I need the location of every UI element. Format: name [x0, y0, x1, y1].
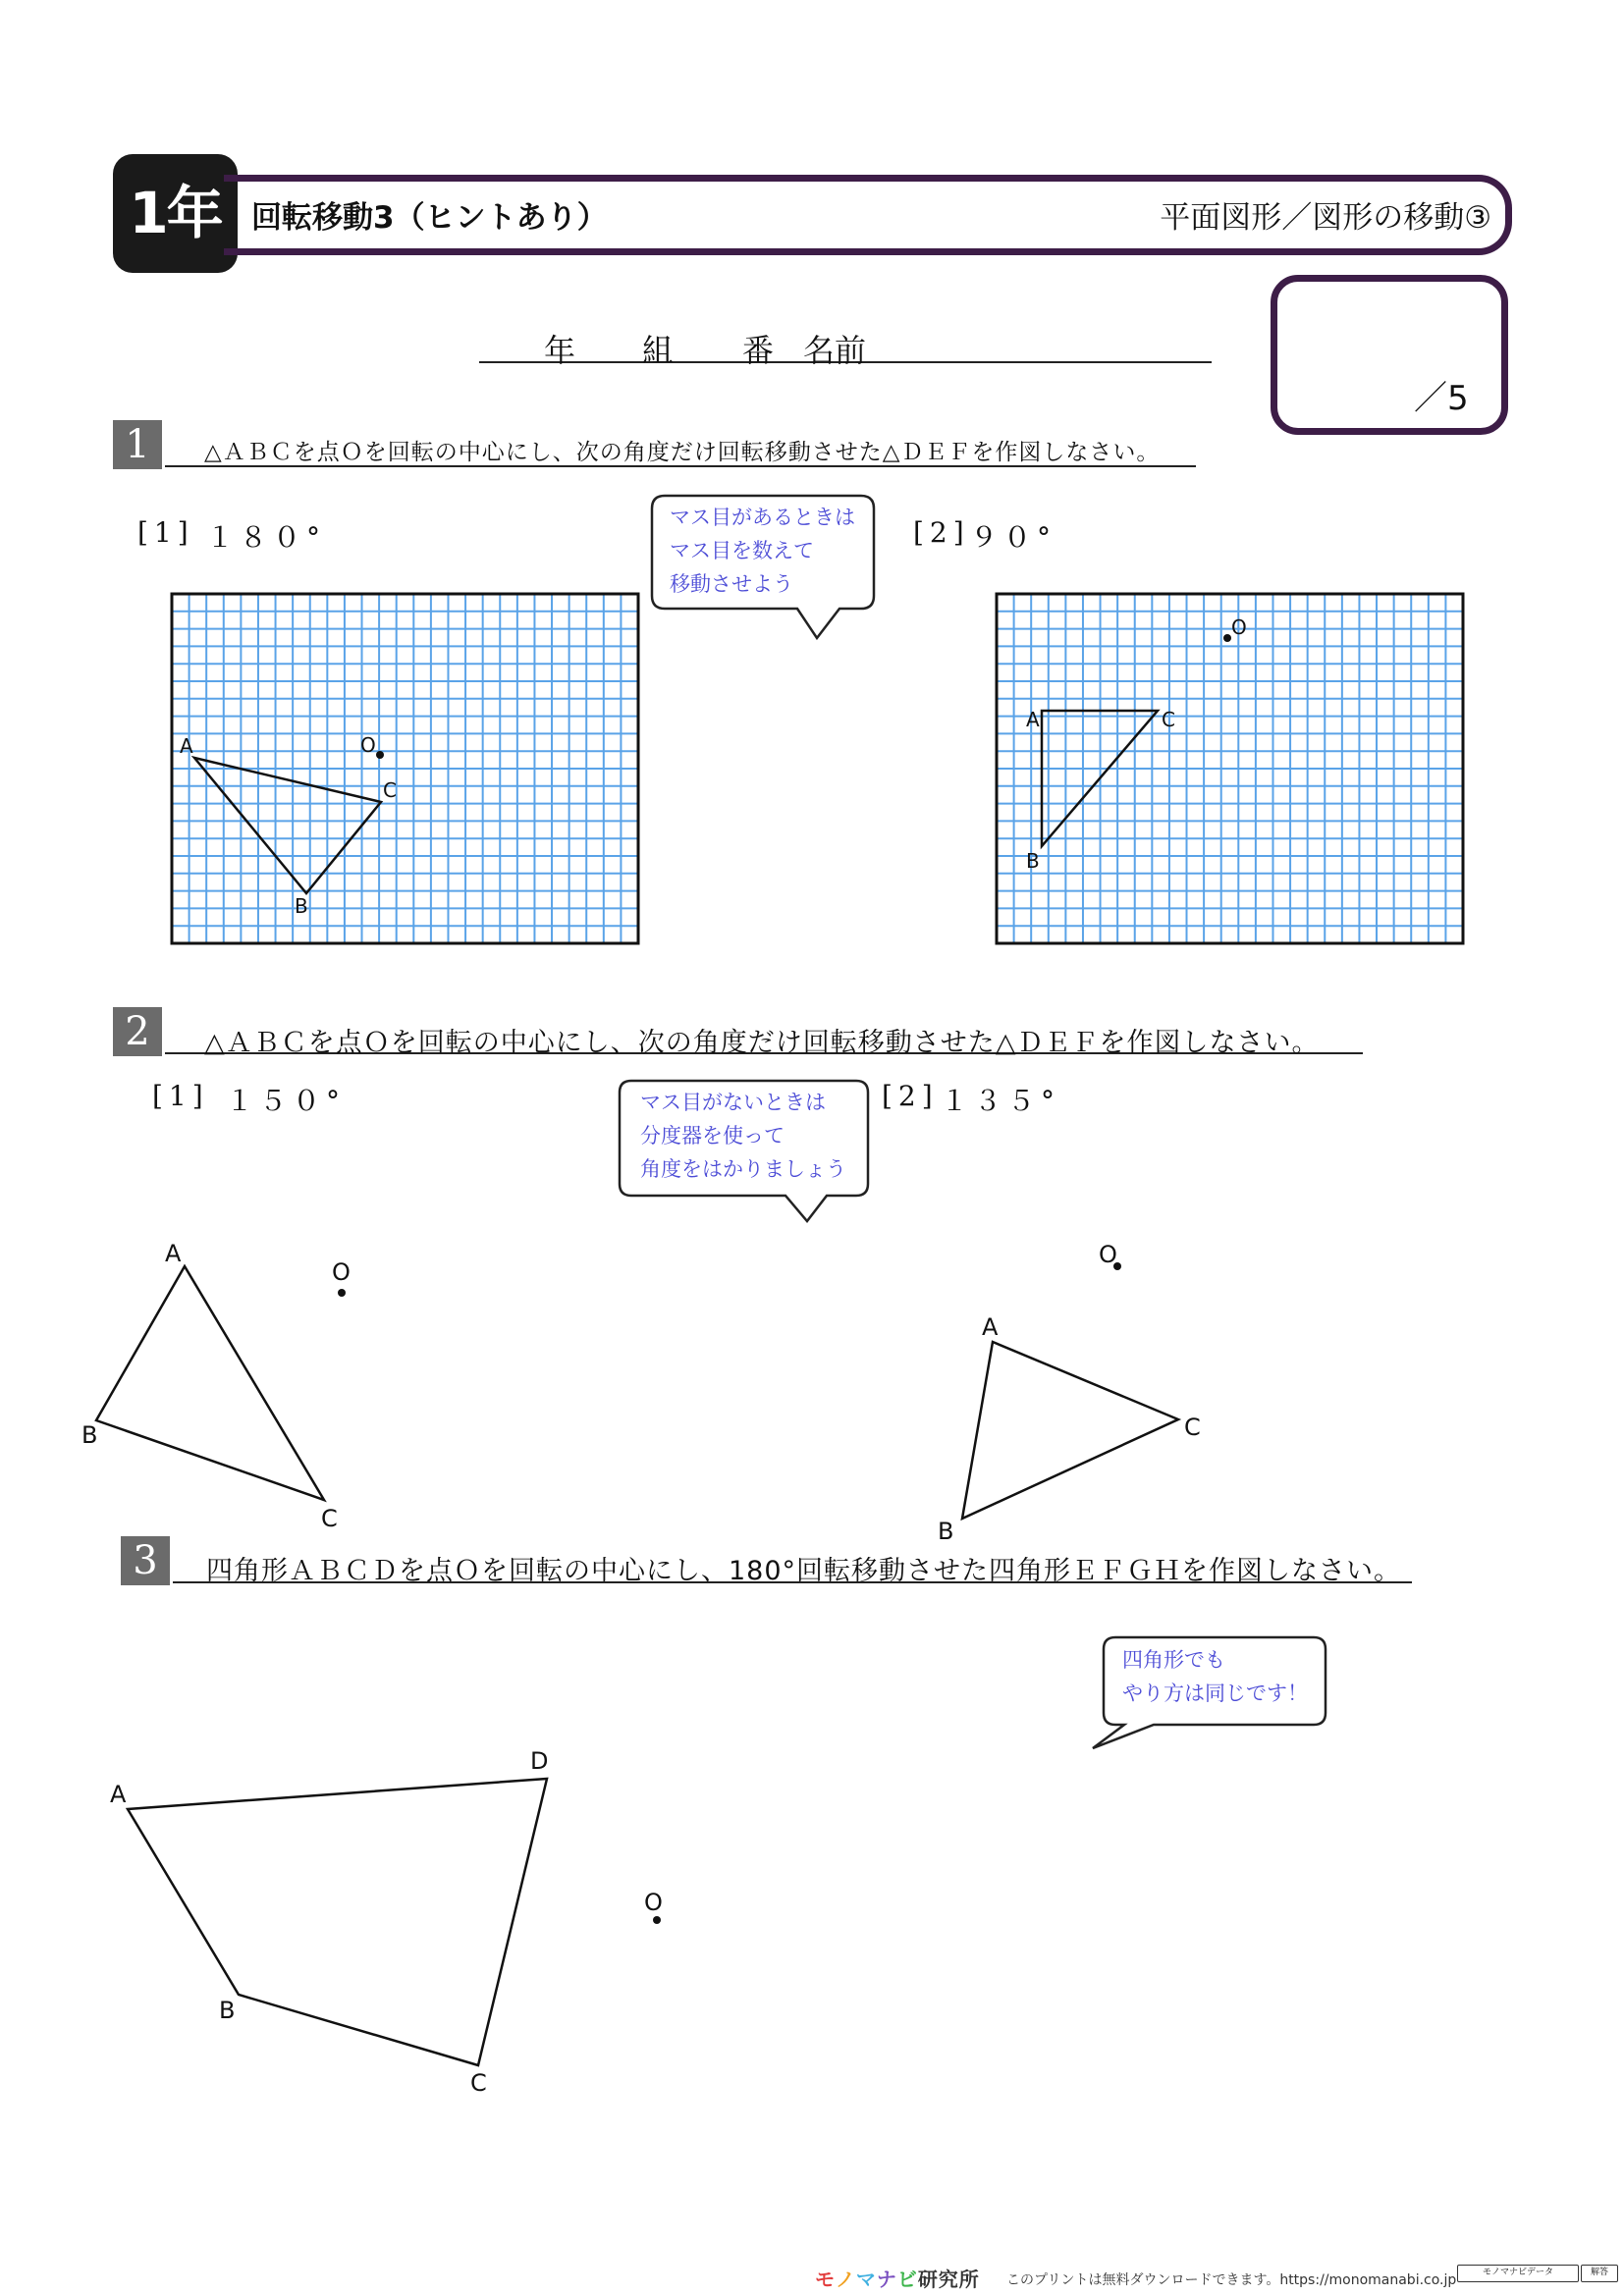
q2-hint-line-1: マス目がないときは — [640, 1091, 826, 1114]
q2-sub2-label: [2] — [882, 1080, 939, 1112]
q2-1-point-o — [338, 1289, 346, 1297]
answer-link-button[interactable]: 解答 — [1581, 2265, 1618, 2282]
q1-sub1-label: [1] — [137, 516, 194, 549]
q2-number: 2 — [113, 1007, 162, 1056]
q2-hint-line-2: 分度器を使って — [640, 1124, 785, 1148]
q1-1-label-c: C — [383, 778, 397, 802]
q2-1-label-o: O — [332, 1258, 351, 1286]
grade-label: 1年 — [129, 180, 222, 246]
q1-2-label-b: B — [1026, 849, 1040, 873]
data-link-button[interactable]: モノマナビデータ — [1457, 2265, 1579, 2282]
q3-quadrilateral-abcd — [128, 1779, 547, 2065]
q2-2-label-a: A — [982, 1313, 999, 1341]
q2-1-label-b: B — [81, 1421, 98, 1449]
q2-sub1-angle: １５０° — [226, 1085, 347, 1117]
q3-hint-text — [1122, 1643, 1308, 1710]
q1-hint-line-2: マス目を数えて — [670, 539, 814, 562]
score-total: ／5 — [1414, 379, 1469, 418]
q1-grid-2 — [997, 594, 1463, 943]
q3-label-c: C — [470, 2069, 487, 2097]
name-label: 名前 — [803, 332, 867, 369]
q1-hint-line-1: マス目があるときは — [670, 506, 855, 529]
q3-hint-line-1: 四角形でも — [1122, 1648, 1225, 1672]
q3-label-b: B — [219, 1997, 236, 2024]
year-label: 年 — [544, 332, 576, 369]
q1-1-label-o: O — [360, 733, 376, 757]
q1-sub1-angle: １８０° — [206, 521, 327, 554]
q2-2-label-o: O — [1099, 1241, 1117, 1268]
q1-sub2-angle: ９０° — [970, 521, 1057, 554]
q2-2-label-c: C — [1184, 1414, 1201, 1441]
q1-text: △ＡＢＣを点Ｏを回転の中心にし、次の角度だけ回転移動させた△ＤＥＦを作図しなさい。 — [204, 440, 1161, 465]
q3-label-a: A — [110, 1781, 127, 1808]
q1-hint-text — [670, 501, 855, 601]
q2-hint-text — [640, 1086, 846, 1186]
q2-2-label-b: B — [938, 1518, 954, 1545]
q2-hint-line-3: 角度をはかりましょう — [640, 1157, 846, 1181]
q3-label-d: D — [530, 1747, 549, 1775]
worksheet-title: 回転移動3（ヒントあり） — [251, 200, 608, 236]
number-label: 番 — [742, 332, 775, 369]
q1-2-point-o — [1223, 634, 1231, 642]
logo-rest: 研究所 — [917, 2268, 980, 2291]
q1-hint-line-3: 移動させよう — [670, 572, 793, 596]
footer-text: このプリントは無料ダウンロードできます。https://monomanabi.co.jp — [1006, 2272, 1457, 2288]
q3-point-o — [653, 1916, 661, 1924]
q3-hint-line-2: やり方は同じです！ — [1122, 1682, 1308, 1705]
q1-2-label-a: A — [1026, 708, 1040, 731]
q2-sub2-angle: １３５° — [941, 1085, 1061, 1117]
q2-sub1-label: [1] — [152, 1080, 209, 1112]
q2-1-label-c: C — [321, 1505, 338, 1532]
q2-text: △ＡＢＣを点Ｏを回転の中心にし、次の角度だけ回転移動させた△ＤＥＦを作図しなさい。 — [204, 1028, 1320, 1058]
q1-2-label-o: O — [1231, 615, 1247, 639]
q3-text: 四角形ＡＢＣＤを点Ｏを回転の中心にし、180°回転移動させた四角形ＥＦＧＨを作図しなさい。 — [206, 1556, 1402, 1586]
q1-2-label-c: C — [1162, 708, 1175, 731]
unit-title: 平面図形／図形の移動③ — [1160, 200, 1491, 236]
q3-label-o: O — [644, 1889, 663, 1916]
q2-1-label-a: A — [165, 1240, 182, 1267]
q2-2-triangle-abc — [962, 1342, 1178, 1519]
footer-logo: モノマナビ研究所 — [815, 2268, 980, 2291]
q1-sub2-label: [2] — [913, 516, 970, 549]
q1-number: 1 — [113, 420, 162, 469]
q1-1-label-a: A — [180, 734, 193, 758]
class-label: 組 — [642, 332, 675, 369]
q2-1-triangle-abc — [96, 1266, 324, 1500]
q1-1-point-o — [376, 751, 384, 759]
q1-1-label-b: B — [295, 894, 308, 918]
q3-number: 3 — [121, 1536, 170, 1585]
